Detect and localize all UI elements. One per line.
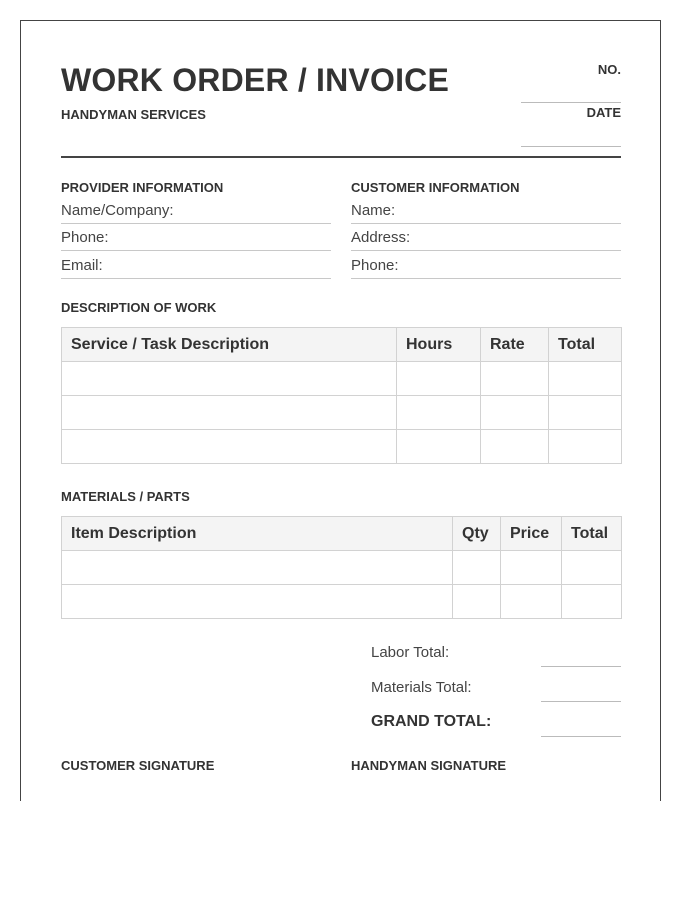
work-cell-hours[interactable] <box>397 362 481 396</box>
provider-phone-field[interactable]: Phone: <box>61 229 331 251</box>
table-row <box>62 585 622 619</box>
work-table <box>61 327 622 464</box>
materials-header-row <box>62 517 622 551</box>
handyman-signature-label: HANDYMAN SIGNATURE <box>351 758 507 773</box>
number-label: NO. <box>597 62 621 77</box>
customer-signature-label: CUSTOMER SIGNATURE <box>61 758 215 773</box>
table-row <box>62 551 622 585</box>
work-cell-description[interactable] <box>62 430 397 464</box>
provider-email-field[interactable]: Email: <box>61 257 331 279</box>
work-cell-hours[interactable] <box>397 396 481 430</box>
materials-cell-total[interactable] <box>562 551 622 585</box>
materials-cell-item[interactable] <box>62 551 453 585</box>
materials-cell-price[interactable] <box>501 585 562 619</box>
number-field[interactable] <box>521 102 621 103</box>
work-col-total: Total <box>549 328 622 362</box>
materials-col-item: Item Description <box>62 517 453 551</box>
materials-heading: MATERIALS / PARTS <box>61 489 190 504</box>
customer-name-field[interactable]: Name: <box>351 202 621 224</box>
materials-cell-item[interactable] <box>62 585 453 619</box>
materials-col-price: Price <box>501 517 562 551</box>
materials-col-total: Total <box>562 517 622 551</box>
customer-address-field[interactable]: Address: <box>351 229 621 251</box>
work-cell-description[interactable] <box>62 396 397 430</box>
materials-total-label: Materials Total: <box>371 679 472 696</box>
work-col-description: Service / Task Description <box>62 328 397 362</box>
work-cell-rate[interactable] <box>481 362 549 396</box>
work-cell-rate[interactable] <box>481 430 549 464</box>
materials-table <box>61 516 622 619</box>
work-header-row <box>62 328 622 362</box>
grand-total-field[interactable] <box>541 736 621 737</box>
materials-cell-qty[interactable] <box>453 585 501 619</box>
table-row <box>62 362 622 396</box>
materials-cell-qty[interactable] <box>453 551 501 585</box>
materials-total-field[interactable] <box>541 701 621 702</box>
materials-cell-price[interactable] <box>501 551 562 585</box>
materials-col-qty: Qty <box>453 517 501 551</box>
date-field[interactable] <box>521 146 621 147</box>
work-heading: DESCRIPTION OF WORK <box>61 300 217 315</box>
work-col-hours: Hours <box>397 328 481 362</box>
header-divider <box>61 156 621 158</box>
provider-heading: PROVIDER INFORMATION <box>61 180 224 195</box>
labor-total-label: Labor Total: <box>371 644 450 661</box>
work-cell-total[interactable] <box>549 362 622 396</box>
provider-name-field[interactable]: Name/Company: <box>61 202 331 224</box>
customer-phone-field[interactable]: Phone: <box>351 257 621 279</box>
work-cell-total[interactable] <box>549 430 622 464</box>
grand-total-label: GRAND TOTAL: <box>371 713 492 730</box>
document-subtitle: HANDYMAN SERVICES <box>61 107 206 122</box>
customer-heading: CUSTOMER INFORMATION <box>351 180 520 195</box>
work-cell-rate[interactable] <box>481 396 549 430</box>
work-cell-total[interactable] <box>549 396 622 430</box>
table-row <box>62 430 622 464</box>
date-label: DATE <box>586 105 621 120</box>
document-title: WORK ORDER / INVOICE <box>61 62 450 98</box>
materials-cell-total[interactable] <box>562 585 622 619</box>
work-col-rate: Rate <box>481 328 549 362</box>
labor-total-field[interactable] <box>541 666 621 667</box>
work-cell-description[interactable] <box>62 362 397 396</box>
work-cell-hours[interactable] <box>397 430 481 464</box>
table-row <box>62 396 622 430</box>
